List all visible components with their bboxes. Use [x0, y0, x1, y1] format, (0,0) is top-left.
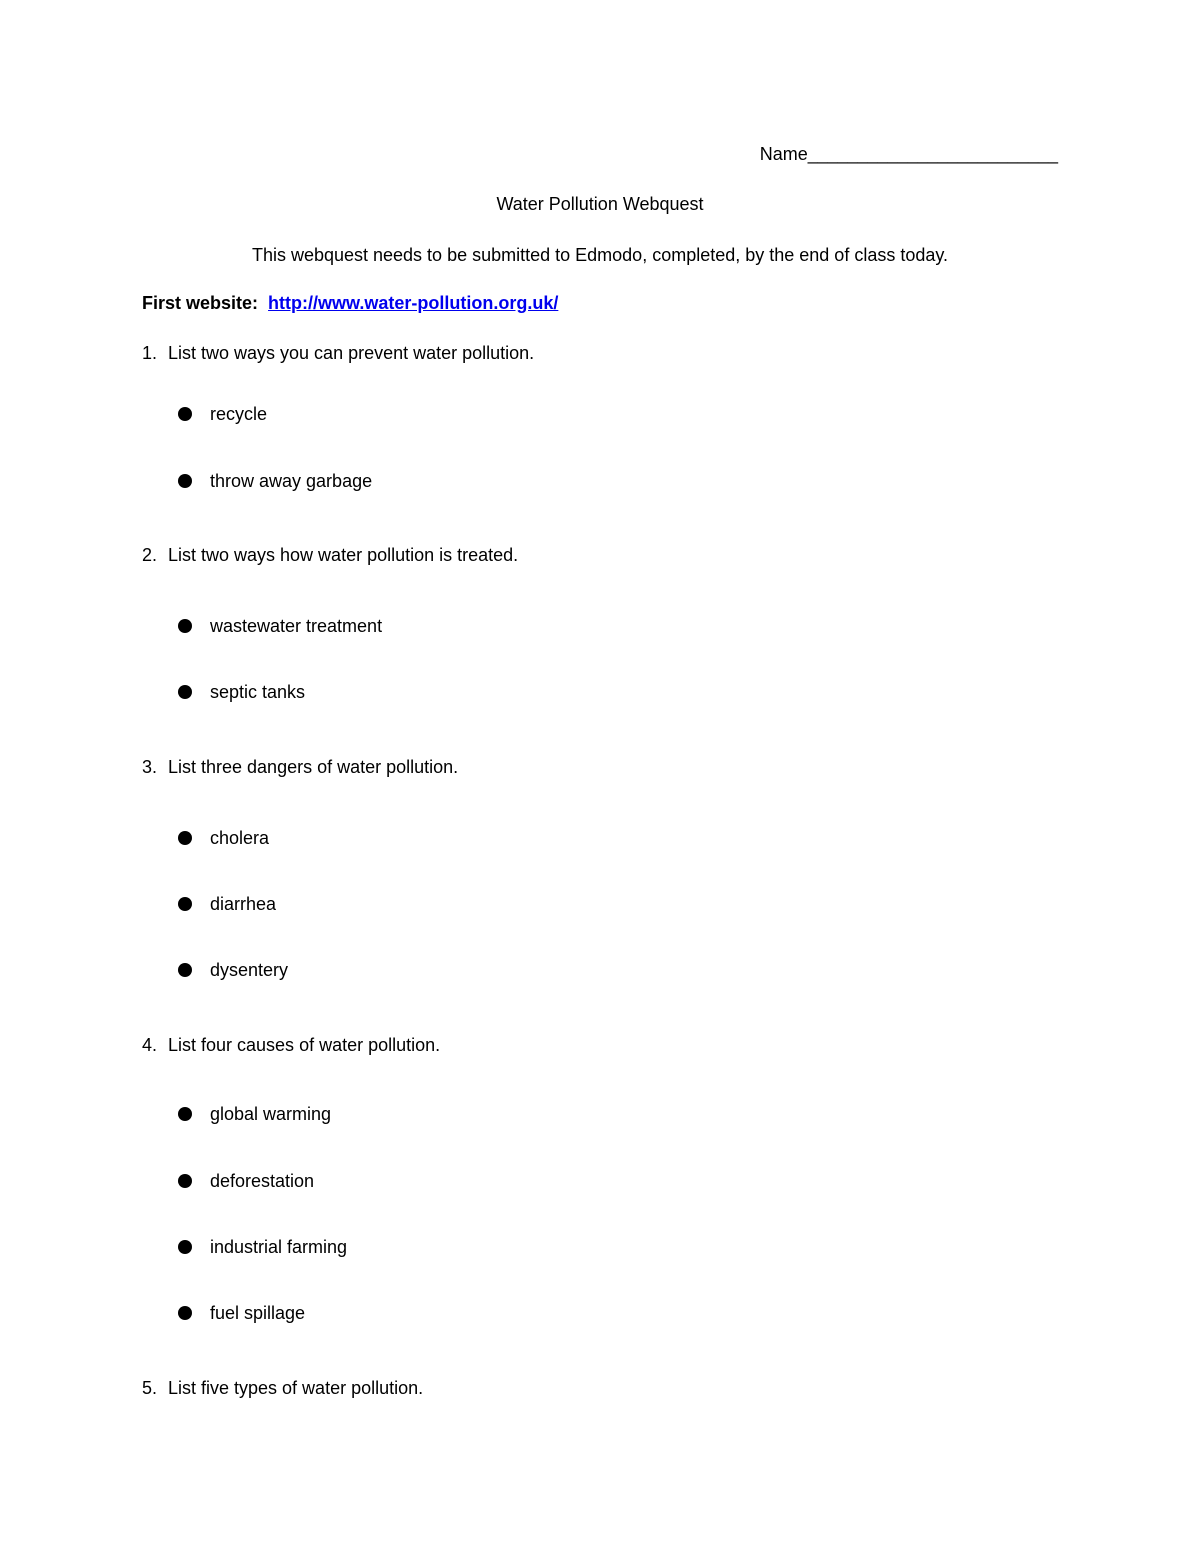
first-website-row [142, 293, 558, 314]
bullet-icon [178, 1306, 192, 1320]
answer-text: deforestation [210, 1171, 315, 1191]
question-number: 1. [142, 343, 158, 363]
answer-item [178, 1303, 305, 1324]
answer-item [178, 960, 288, 981]
answer-item [178, 471, 372, 492]
answer-text: cholera [210, 828, 270, 848]
answer-text: recycle [210, 404, 268, 424]
bullet-icon [178, 1240, 192, 1254]
answer-text: dysentery [210, 960, 289, 980]
question-4 [142, 1035, 440, 1056]
answer-item [178, 894, 276, 915]
bullet-icon [178, 619, 192, 633]
question-2 [142, 545, 518, 566]
answer-item [178, 616, 382, 637]
answer-text: wastewater treatment [210, 616, 383, 636]
question-text: List two ways how water pollution is treated. [168, 545, 519, 565]
question-number: 4. [142, 1035, 158, 1055]
question-number: 5. [142, 1378, 158, 1398]
question-5 [142, 1378, 423, 1399]
question-text: List three dangers of water pollution. [168, 757, 459, 777]
bullet-icon [178, 685, 192, 699]
answer-item [178, 1237, 347, 1258]
bullet-icon [178, 963, 192, 977]
answer-text: septic tanks [210, 682, 306, 702]
question-text: List five types of water pollution. [168, 1378, 424, 1398]
question-number: 2. [142, 545, 158, 565]
question-3 [142, 757, 458, 778]
website-label: First website: [142, 293, 259, 313]
answer-text: industrial farming [210, 1237, 348, 1257]
answer-item [178, 1104, 331, 1125]
bullet-icon [178, 407, 192, 421]
question-number: 3. [142, 757, 158, 777]
website-link[interactable]: http://www.water-pollution.org.uk/ [268, 293, 559, 313]
bullet-icon [178, 831, 192, 845]
bullet-icon [178, 1174, 192, 1188]
answer-item [178, 404, 267, 425]
name-field[interactable]: Name_________________________ [759, 144, 1058, 164]
answer-text: diarrhea [210, 894, 277, 914]
question-1 [142, 343, 534, 364]
bullet-icon [178, 1107, 192, 1121]
bullet-icon [178, 474, 192, 488]
bullet-icon [178, 897, 192, 911]
answer-item [178, 682, 305, 703]
answer-text: global warming [210, 1104, 332, 1124]
answer-text: fuel spillage [210, 1303, 306, 1323]
page-title: Water Pollution Webquest [496, 194, 704, 214]
answer-item [178, 828, 269, 849]
instructions-text: This webquest needs to be submitted to Edmodo, completed, by the end of class today. [251, 245, 949, 265]
answer-item [178, 1171, 314, 1192]
answer-text: throw away garbage [210, 471, 373, 491]
question-text: List four causes of water pollution. [168, 1035, 441, 1055]
question-text: List two ways you can prevent water pollution. [168, 343, 535, 363]
